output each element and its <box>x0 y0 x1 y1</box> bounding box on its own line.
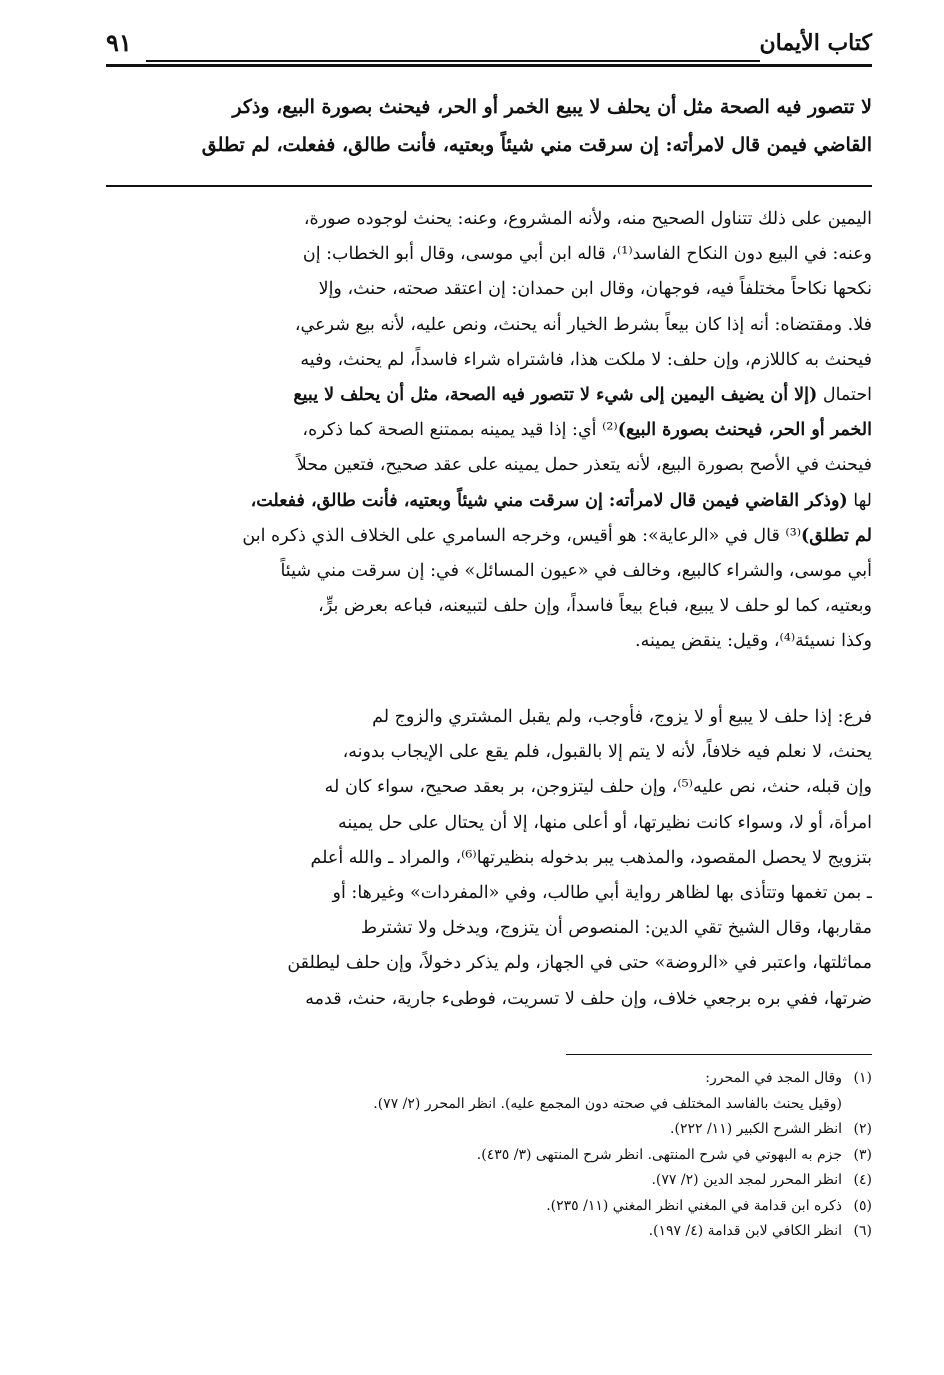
text-line: وإن قبله، حنث، نص عليه⁽⁵⁾، وإن حلف ليتزوجن، بر بعقد صحيح، سواء كان له <box>324 777 872 798</box>
footnote-separator <box>566 1054 872 1055</box>
text-line <box>106 378 872 413</box>
matn-run: (إلا أن يضيف اليمين إلى شيء لا تتصور فيه الصحة، مثل أن يحلف لا يبيع <box>293 385 818 406</box>
footnote-text: جزم به البهوتي في شرح المنتهى. انظر شرح المنتهى (٣/ ٤٣٥). <box>476 1146 842 1163</box>
page-number: ٩١ <box>106 28 132 57</box>
footnote <box>106 1194 872 1220</box>
footnote-text: ذكره ابن قدامة في المغني انظر المغني (١١/ ٢٣٥). <box>546 1197 842 1214</box>
text-line: فرع: إذا حلف لا يبيع أو لا يزوج، فأوجب، ولم يقبل المشتري والزوج لم <box>372 707 872 727</box>
matn-run: (وذكر القاضي فيمن قال لامرأته: إن سرقت مني شيئاً وبعتيه، فأنت طالق، ففعلت، <box>250 490 848 511</box>
footnote-text: (وقيل يحنث بالفاسد المختلف في صحته دون المجمع عليه). انظر المحرر (٢/ ٧٧). <box>373 1095 842 1112</box>
commentary-paragraph-2 <box>106 700 872 1017</box>
footnote-text: انظر المحرر لمجد الدين (٢/ ٧٧). <box>651 1172 842 1188</box>
text-line: ـ بمن تغمها وتتأذى بها لظاهر رواية أبي طالب، وفي «المفردات» وغيرها: أو <box>332 883 872 904</box>
footnote-number: (١) <box>853 1070 872 1086</box>
page-header <box>106 22 872 60</box>
text-line: امرأة، أو لا، وسواء كانت نظيرتها، أو أعلى منها، إلا أن يحتال على حل يمينه <box>337 812 872 833</box>
text-line: وكذا نسيئة⁽⁴⁾، وقيل: ينقض يمينه. <box>635 631 872 652</box>
text-line <box>106 519 872 554</box>
text-run: ⁽²⁾ أي: إذا قيد يمينه بممتنع الصحة كما ذكره، <box>302 420 618 441</box>
matn-separator <box>106 185 872 187</box>
book-title: كتاب الأيمان <box>759 30 872 56</box>
text-line: اليمين على ذلك تتناول الصحيح منه، ولأنه المشروع، وعنه: يحنث لوجوده صورة، <box>303 209 872 229</box>
text-line: يحنث، لا نعلم فيه خلافاً، لأنه لا يتم إلا بالقبول، فلم يقع على الإيجاب بدونه، <box>342 742 872 763</box>
footnote-number: (٦) <box>853 1223 872 1239</box>
quote-line: القاضي فيمن قال لامرأته: إن سرقت مني شيئاً وبعتيه، فأنت طالق، ففعلت، لم تطلق <box>201 134 872 156</box>
footnote-text: انظر الشرح الكبير (١١/ ٢٢٢). <box>670 1121 842 1137</box>
footnote <box>106 1168 872 1194</box>
header-divider <box>146 60 760 62</box>
footnote-number: (٤) <box>853 1172 872 1188</box>
text-line: أبي موسى، والشراء كالبيع، وخالف في «عيون المسائل» في: إن سرقت مني شيئاً <box>280 561 872 582</box>
footnote-continuation <box>106 1092 872 1118</box>
text-line <box>106 484 872 519</box>
footnote <box>106 1219 872 1245</box>
footnote-number: (٢) <box>853 1121 872 1137</box>
text-run: لها <box>847 490 872 511</box>
text-line: وبعتيه، كما لو حلف لا يبيع، فباع بيعاً فاسداً، وإن حلف لتبيعنه، فباعه بعرض برٍّ، <box>318 596 872 617</box>
footnote <box>106 1143 872 1169</box>
text-line: فلا. ومقتضاه: أنه إذا كان بيعاً بشرط الخيار أنه يحنث، ونص عليه، لأنه بيع شرعي، <box>294 314 872 335</box>
matn-quote <box>106 88 872 164</box>
footnote-number: (٥) <box>853 1197 872 1214</box>
text-line: ضرتها، ففي بره برجعي خلاف، وإن حلف لا تسريت، فوطىء جارية، حنث، قدمه <box>305 988 872 1009</box>
text-line: فيحنث به كاللازم، وإن حلف: لا ملكت هذا، فاشتراه شراء فاسداً، لم يحنث، وفيه <box>300 349 872 370</box>
text-run: احتمال <box>817 385 872 406</box>
matn-run: الخمر أو الحر، فيحنث بصورة البيع) <box>617 420 872 441</box>
footnotes <box>106 1066 872 1245</box>
text-line: نكحها نكاحاً مختلفاً فيه، فوجهان، وقال ابن حمدان: إن اعتقد صحته، حنث، وإلا <box>318 279 872 300</box>
quote-line: لا تتصور فيه الصحة مثل أن يحلف لا يبيع الخمر أو الحر، فيحنث بصورة البيع، وذكر <box>232 96 872 118</box>
footnote-text: انظر الكافي لابن قدامة (٤/ ١٩٧). <box>648 1223 842 1239</box>
footnote-number: (٣) <box>853 1146 872 1163</box>
text-run: ⁽³⁾ قال في «الرعاية»: هو أقيس، وخرجه السامري على الخلاف الذي ذكره ابن <box>242 525 802 546</box>
commentary-paragraph-1 <box>106 202 872 660</box>
footnote-text: وقال المجد في المحرر: <box>705 1070 842 1086</box>
footnote <box>106 1117 872 1143</box>
text-line: مماثلتها، واعتبر في «الروضة» حتى في الجهاز، ولم يذكر دخولاً، وإن حلف ليطلقن <box>287 953 872 974</box>
text-line <box>106 413 872 448</box>
footnote <box>106 1066 872 1092</box>
text-line: فيحنث في الأصح بصورة البيع، لأنه يتعذر حمل يمينه على عقد صحيح، فتعين محلاً <box>296 455 872 476</box>
text-line: وعنه: في البيع دون النكاح الفاسد⁽¹⁾، قاله ابن أبي موسى، وقال أبو الخطاب: إن <box>302 244 872 265</box>
matn-run: لم تطلق) <box>801 525 872 546</box>
text-line: بتزويج لا يحصل المقصود، والمذهب يبر بدخوله بنظيرتها⁽⁶⁾، والمراد ـ والله أعلم <box>310 847 872 868</box>
text-line: مقاربها، وقال الشيخ تقي الدين: المنصوص أن يتزوج، ويدخل ولا تشترط <box>360 918 872 939</box>
header-rule <box>106 64 872 67</box>
